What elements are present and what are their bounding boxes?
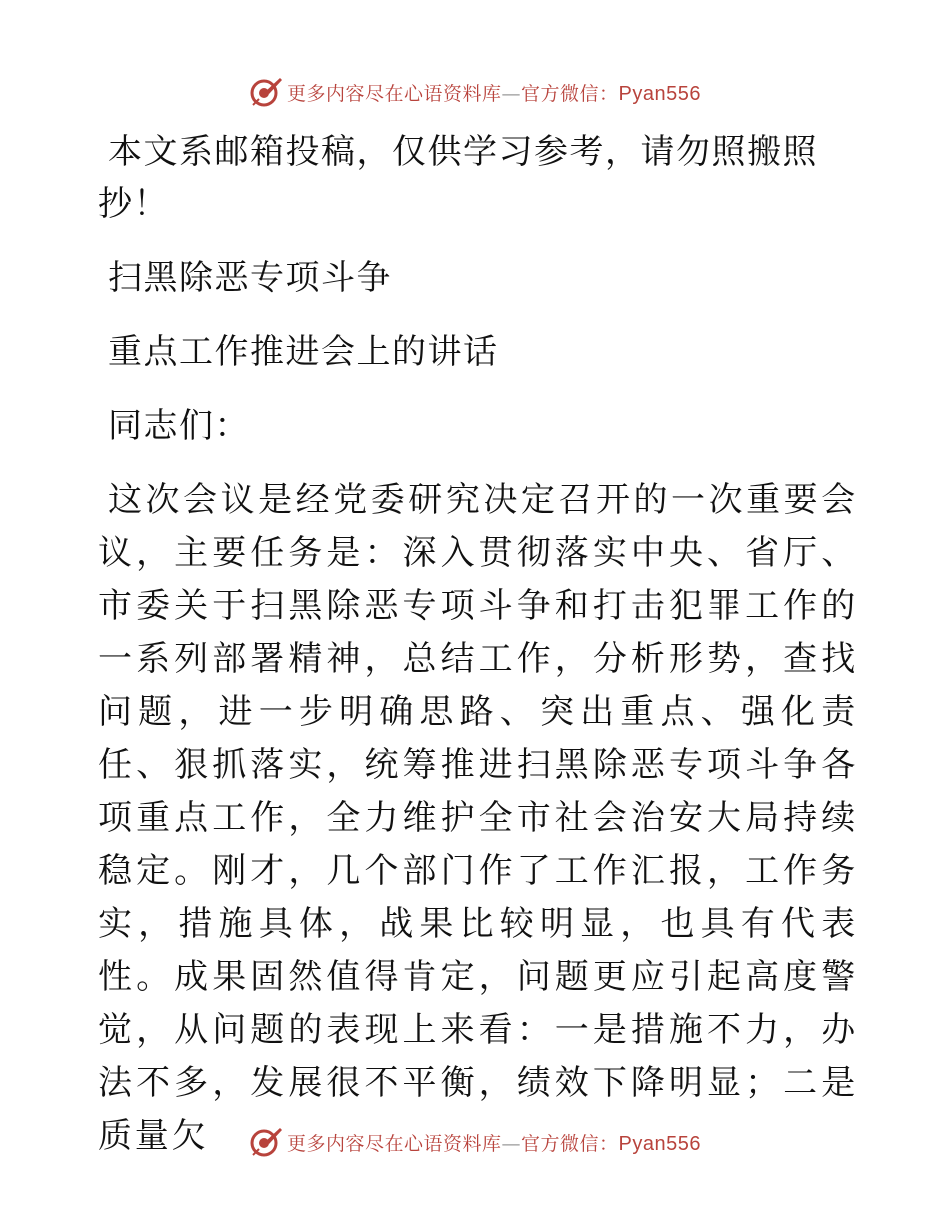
banner-wechat-id: Pyan556 [618,82,701,105]
footer-banner [0,1122,950,1162]
banner-wechat-label: 官方微信： [521,82,619,105]
banner-main-text: 更多内容尽在心语资料库 [287,1132,502,1155]
pen-logo-icon [249,1125,283,1159]
document-body [98,126,858,1163]
banner-wechat-id: Pyan556 [618,1132,701,1155]
notice-text: 本文系邮箱投稿，仅供学习参考，请勿照搬照抄！ [98,132,818,224]
banner-slogan [287,79,701,106]
title-line-2: 重点工作推进会上的讲话 [108,332,499,372]
title-line-1: 扫黑除恶专项斗争 [108,258,392,298]
banner-main-text: 更多内容尽在心语资料库 [287,82,502,105]
banner-wechat-label: 官方微信： [521,1132,619,1155]
header-banner [0,72,950,112]
pen-logo-icon [249,75,283,109]
paragraph: 这次会议是经党委研究决定召开的一次重要会议，主要任务是：深入贯彻落实中央、省厅、市委关于扫黑除恶专项斗争和打击犯罪工作的一系列部署精神，总结工作，分析形势，查找问题，进一步明确思路、突出重点、强化责任、狠抓落实，统筹推进扫黑除恶专项斗争各项重点工作，全力维护全市社会治安大局持续稳定。刚才，几个部门作了工作汇报，工作务实，措施具体，战果比较明显，也具有代表性。成果固然值得肯定，问题更应引起高度警觉，从问题的表现上来看：一是措施不力，办法不多，发展很不平衡，绩效下降明显；二是质量欠 [98,480,858,1156]
banner-separator: — [501,82,522,105]
salutation: 同志们： [108,406,250,446]
banner-slogan [287,1129,701,1156]
banner-separator: — [501,1132,522,1155]
